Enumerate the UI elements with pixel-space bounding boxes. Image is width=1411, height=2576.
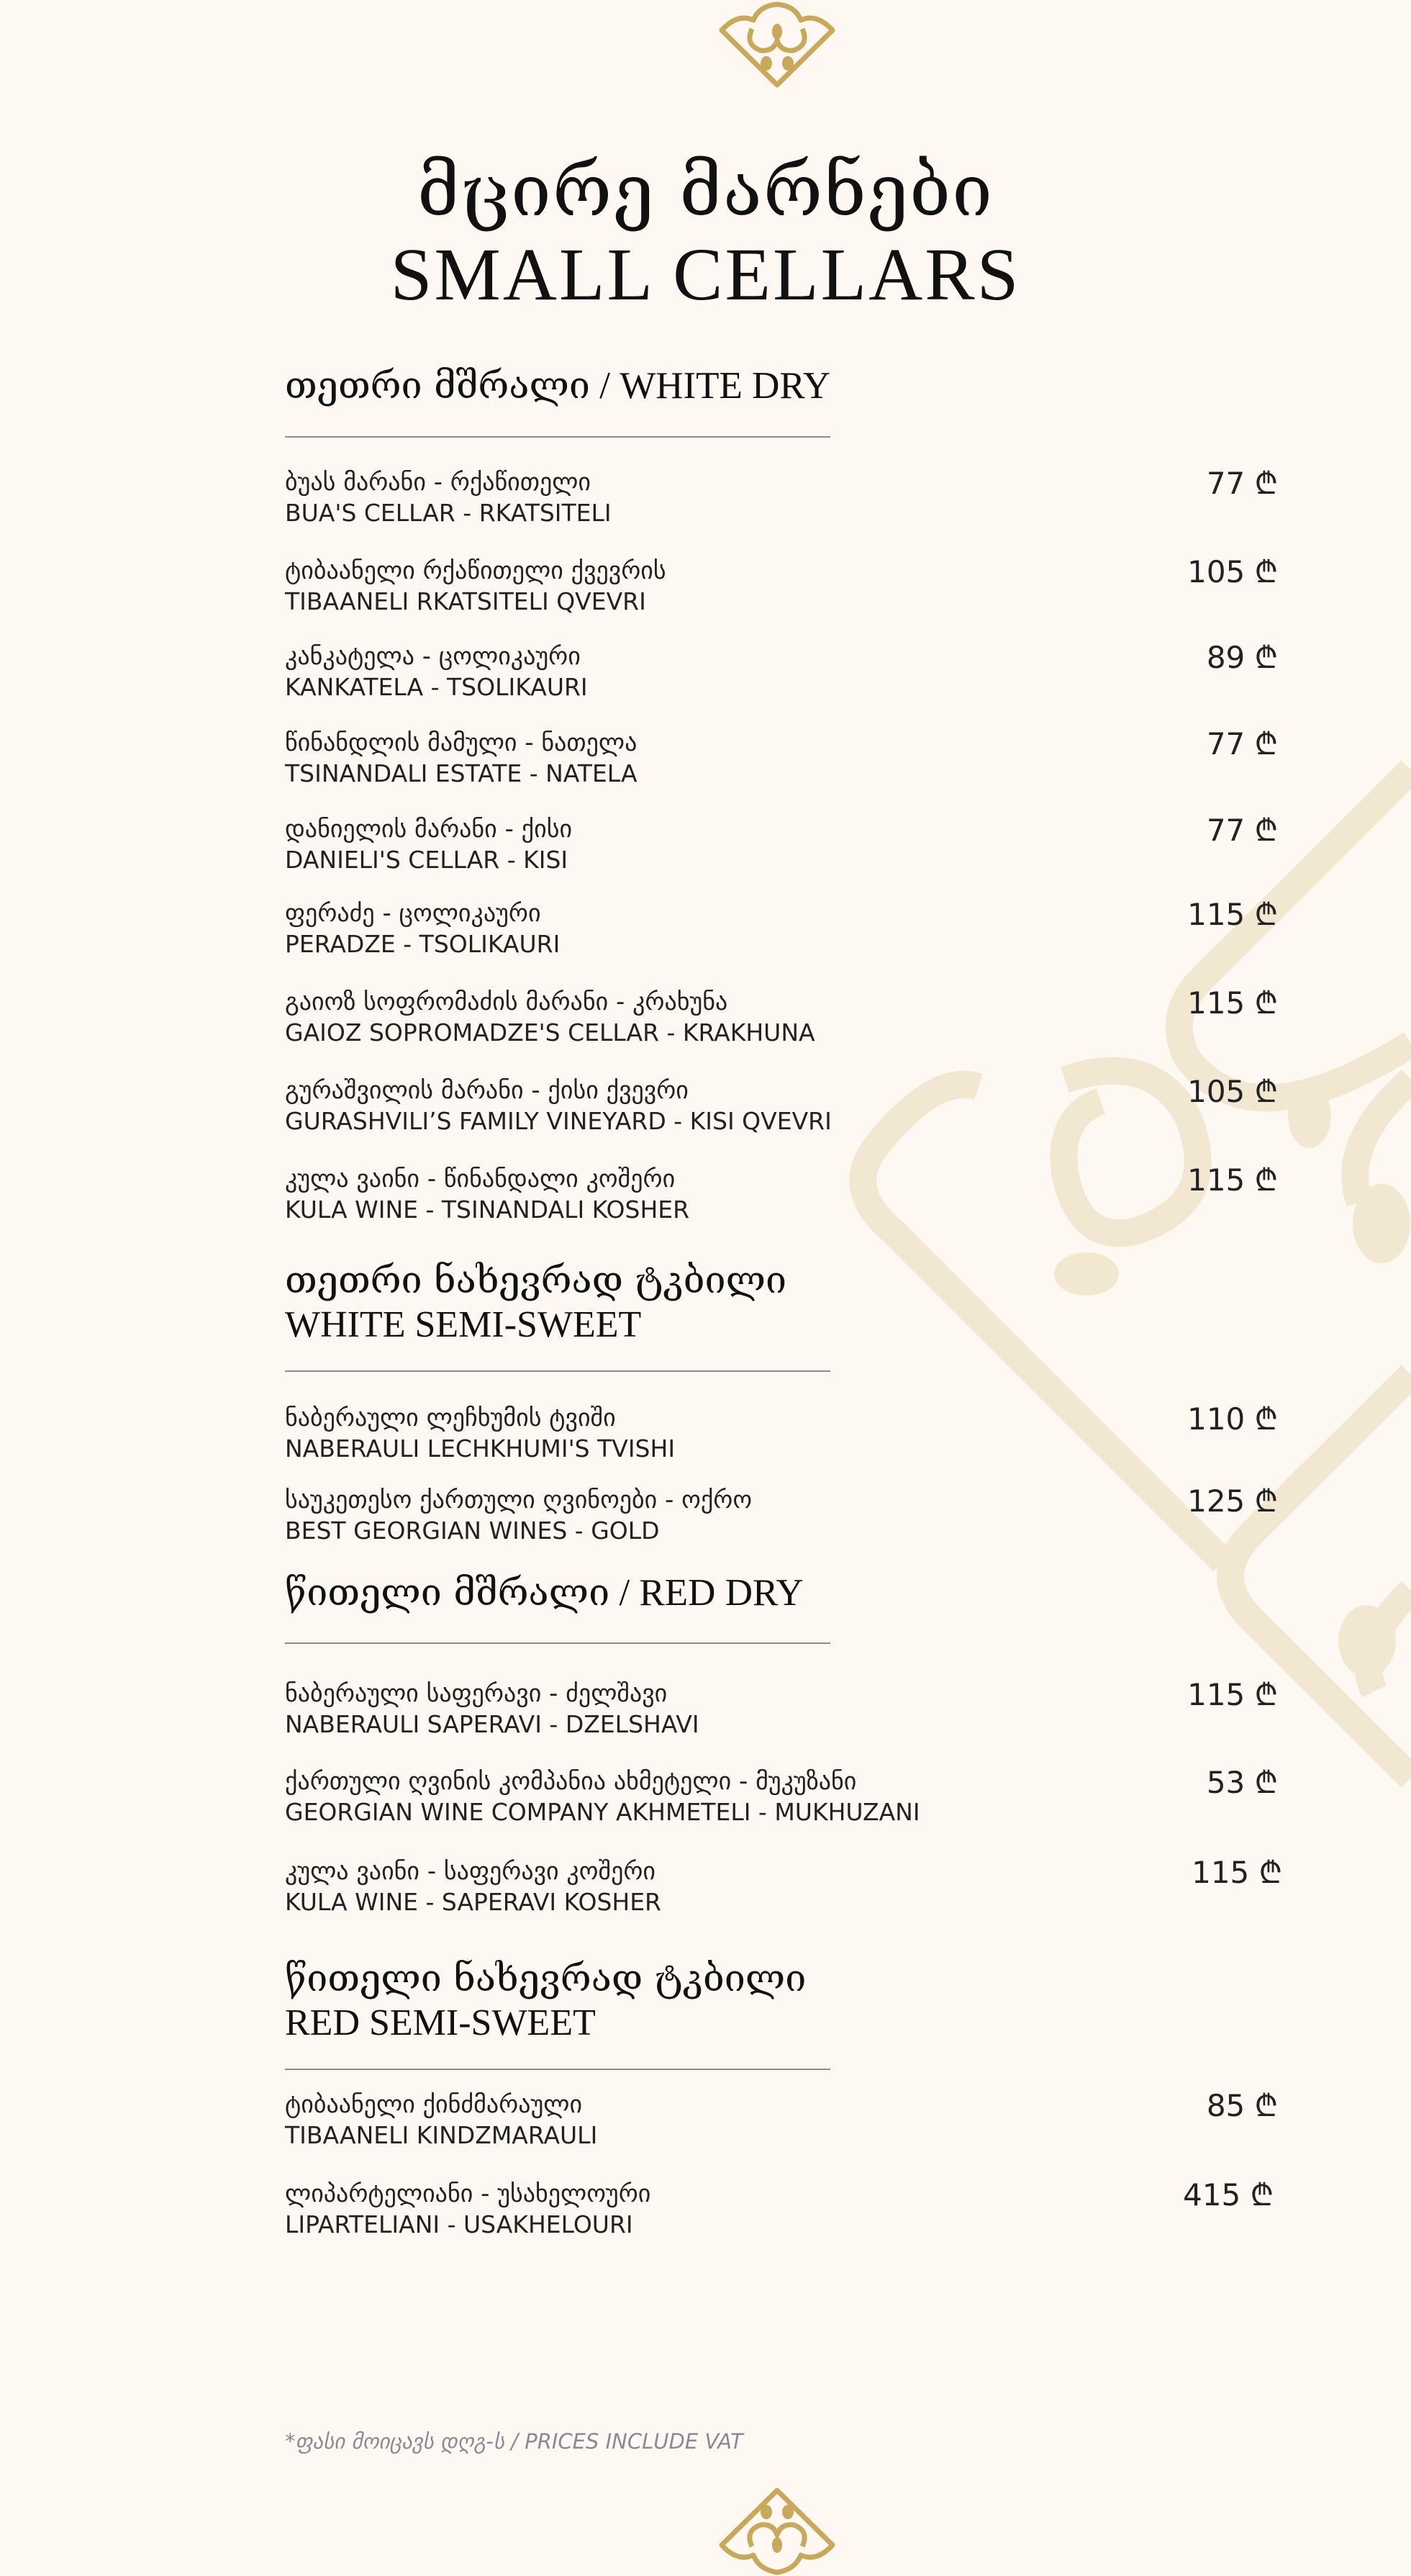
wine-name-ka: გაიოზ სოფრომაძის მარანი - კრახუნა <box>285 988 728 1016</box>
wine-item <box>285 468 1278 540</box>
wine-item <box>285 642 1278 714</box>
wine-name-ka: ბუას მარანი - რქაწითელი <box>285 468 591 497</box>
wine-name-en: TSINANDALI ESTATE - NATELA <box>285 759 638 787</box>
vat-note: *ფასი მოიცავს დღგ-ს / PRICES INCLUDE VAT <box>285 2429 743 2454</box>
wine-item <box>285 1076 1278 1148</box>
wine-item <box>285 985 1278 1059</box>
wine-price: 53 ₾ <box>1206 1765 1278 1800</box>
gold-ornament-icon <box>716 2487 838 2576</box>
section-title-separator: / <box>609 1572 640 1614</box>
wine-name-en: PERADZE - TSOLIKAURI <box>285 930 561 958</box>
section-title-ka: თეთრი ნახევრად ტკბილი <box>285 1259 787 1302</box>
wine-name-ka: ნაბერაული საფერავი - ძელშავი <box>285 1679 668 1708</box>
section-divider <box>285 2069 830 2070</box>
section-title-en: WHITE DRY <box>620 365 831 407</box>
wine-name-ka: ფერაძე - ცოლიკაური <box>285 899 541 928</box>
section-title-en: WHITE SEMI-SWEET <box>285 1304 642 1346</box>
wine-name-en: BUA'S CELLAR - RKATSITELI <box>285 499 612 527</box>
section-title-red-semi-sweet <box>285 1956 1004 2046</box>
wine-name-ka: ტიბაანელი რქაწითელი ქვევრის <box>285 556 666 585</box>
wine-item <box>285 1855 1282 1929</box>
section-title-ka: თეთრი მშრალი <box>285 364 590 407</box>
wine-price: 115 ₾ <box>1187 1162 1278 1198</box>
wine-price: 105 ₾ <box>1187 1074 1278 1109</box>
wine-price: 115 ₾ <box>1192 1855 1282 1890</box>
section-title-white-dry <box>285 363 1004 410</box>
wine-name-ka: ქართული ღვინის კომპანია ახმეტელი - მუკუზანი <box>285 1767 857 1796</box>
wine-name-en: LIPARTELIANI - USAKHELOURI <box>285 2210 633 2238</box>
wine-item <box>285 728 1278 800</box>
wine-name-ka: კულა ვაინი - საფერავი კოშერი <box>285 1857 656 1886</box>
wine-name-en: DANIELI'S CELLAR - KISI <box>285 846 568 874</box>
wine-name-en: KANKATELA - TSOLIKAURI <box>285 673 588 701</box>
wine-price: 89 ₾ <box>1206 640 1278 675</box>
wine-item <box>285 815 1278 887</box>
wine-name-ka: დანიელის მარანი - ქისი <box>285 815 573 844</box>
wine-price: 77 ₾ <box>1206 813 1278 848</box>
wine-price: 77 ₾ <box>1206 466 1278 501</box>
wine-price: 125 ₾ <box>1187 1483 1278 1519</box>
wine-item <box>285 556 1278 628</box>
wine-name-en: NABERAULI LECHKHUMI'S TVISHI <box>285 1434 676 1463</box>
gold-ornament-icon <box>716 0 838 88</box>
page-title-english: SMALL CELLARS <box>390 233 1021 316</box>
section-divider <box>285 1642 830 1644</box>
section-title-separator: / <box>590 365 620 407</box>
wine-item <box>285 2090 1278 2162</box>
wine-item <box>285 1679 1278 1751</box>
section-title-red-dry <box>285 1571 1004 1617</box>
wine-name-en: KULA WINE - SAPERAVI KOSHER <box>285 1888 661 1916</box>
wine-name-en: GURASHVILI’S FAMILY VINEYARD - KISI QVEVRI <box>285 1107 832 1135</box>
wine-item <box>285 2179 1278 2251</box>
wine-item <box>285 899 1278 971</box>
wine-item <box>285 1483 1278 1558</box>
wine-name-en: TIBAANELI RKATSITELI QVEVRI <box>285 587 646 615</box>
wine-price: 115 ₾ <box>1187 897 1278 932</box>
section-divider <box>285 1370 830 1372</box>
wine-item <box>285 1162 1278 1237</box>
wine-price: 115 ₾ <box>1187 985 1278 1021</box>
wine-name-ka: კანკატელა - ცოლიკაური <box>285 642 581 671</box>
wine-name-en: TIBAANELI KINDZMARAULI <box>285 2121 598 2149</box>
wine-price: 415 ₾ <box>1183 2177 1274 2213</box>
wine-item <box>285 1767 1278 1839</box>
section-title-ka: წითელი ნახევრად ტკბილი <box>285 1957 807 2000</box>
page-title-georgian: მცირე მარნები <box>417 148 994 232</box>
wine-price: 105 ₾ <box>1187 554 1278 589</box>
wine-name-ka: წინანდლის მამული - ნათელა <box>285 728 638 757</box>
wine-name-ka: ლიპარტელიანი - უსახელოური <box>285 2179 651 2208</box>
wine-name-ka: საუკეთესო ქართული ღვინოები - ოქრო <box>285 1486 753 1514</box>
section-divider <box>285 436 830 438</box>
wine-name-en: KULA WINE - TSINANDALI KOSHER <box>285 1196 690 1224</box>
section-title-en: RED DRY <box>639 1572 804 1614</box>
wine-item <box>285 1401 1278 1475</box>
wine-price: 85 ₾ <box>1206 2088 1278 2123</box>
wine-name-ka: ტიბაანელი ქინძმარაული <box>285 2090 583 2119</box>
section-title-en: RED SEMI-SWEET <box>285 2002 596 2044</box>
wine-name-en: GEORGIAN WINE COMPANY AKHMETELI - MUKHUZANI <box>285 1798 920 1826</box>
wine-price: 77 ₾ <box>1206 726 1278 761</box>
wine-name-ka: კულა ვაინი - წინანდალი კოშერი <box>285 1165 676 1193</box>
section-title-ka: წითელი მშრალი <box>285 1571 610 1614</box>
wine-name-ka: ნაბერაული ლეჩხუმის ტვიში <box>285 1404 616 1432</box>
wine-price: 110 ₾ <box>1187 1401 1278 1437</box>
wine-name-en: BEST GEORGIAN WINES - GOLD <box>285 1517 660 1545</box>
wine-price: 115 ₾ <box>1187 1677 1278 1712</box>
section-title-white-semi-sweet <box>285 1258 1004 1348</box>
wine-name-en: GAIOZ SOPROMADZE'S CELLAR - KRAKHUNA <box>285 1018 815 1047</box>
wine-name-en: NABERAULI SAPERAVI - DZELSHAVI <box>285 1710 699 1738</box>
wine-name-ka: გურაშვილის მარანი - ქისი ქვევრი <box>285 1076 689 1105</box>
